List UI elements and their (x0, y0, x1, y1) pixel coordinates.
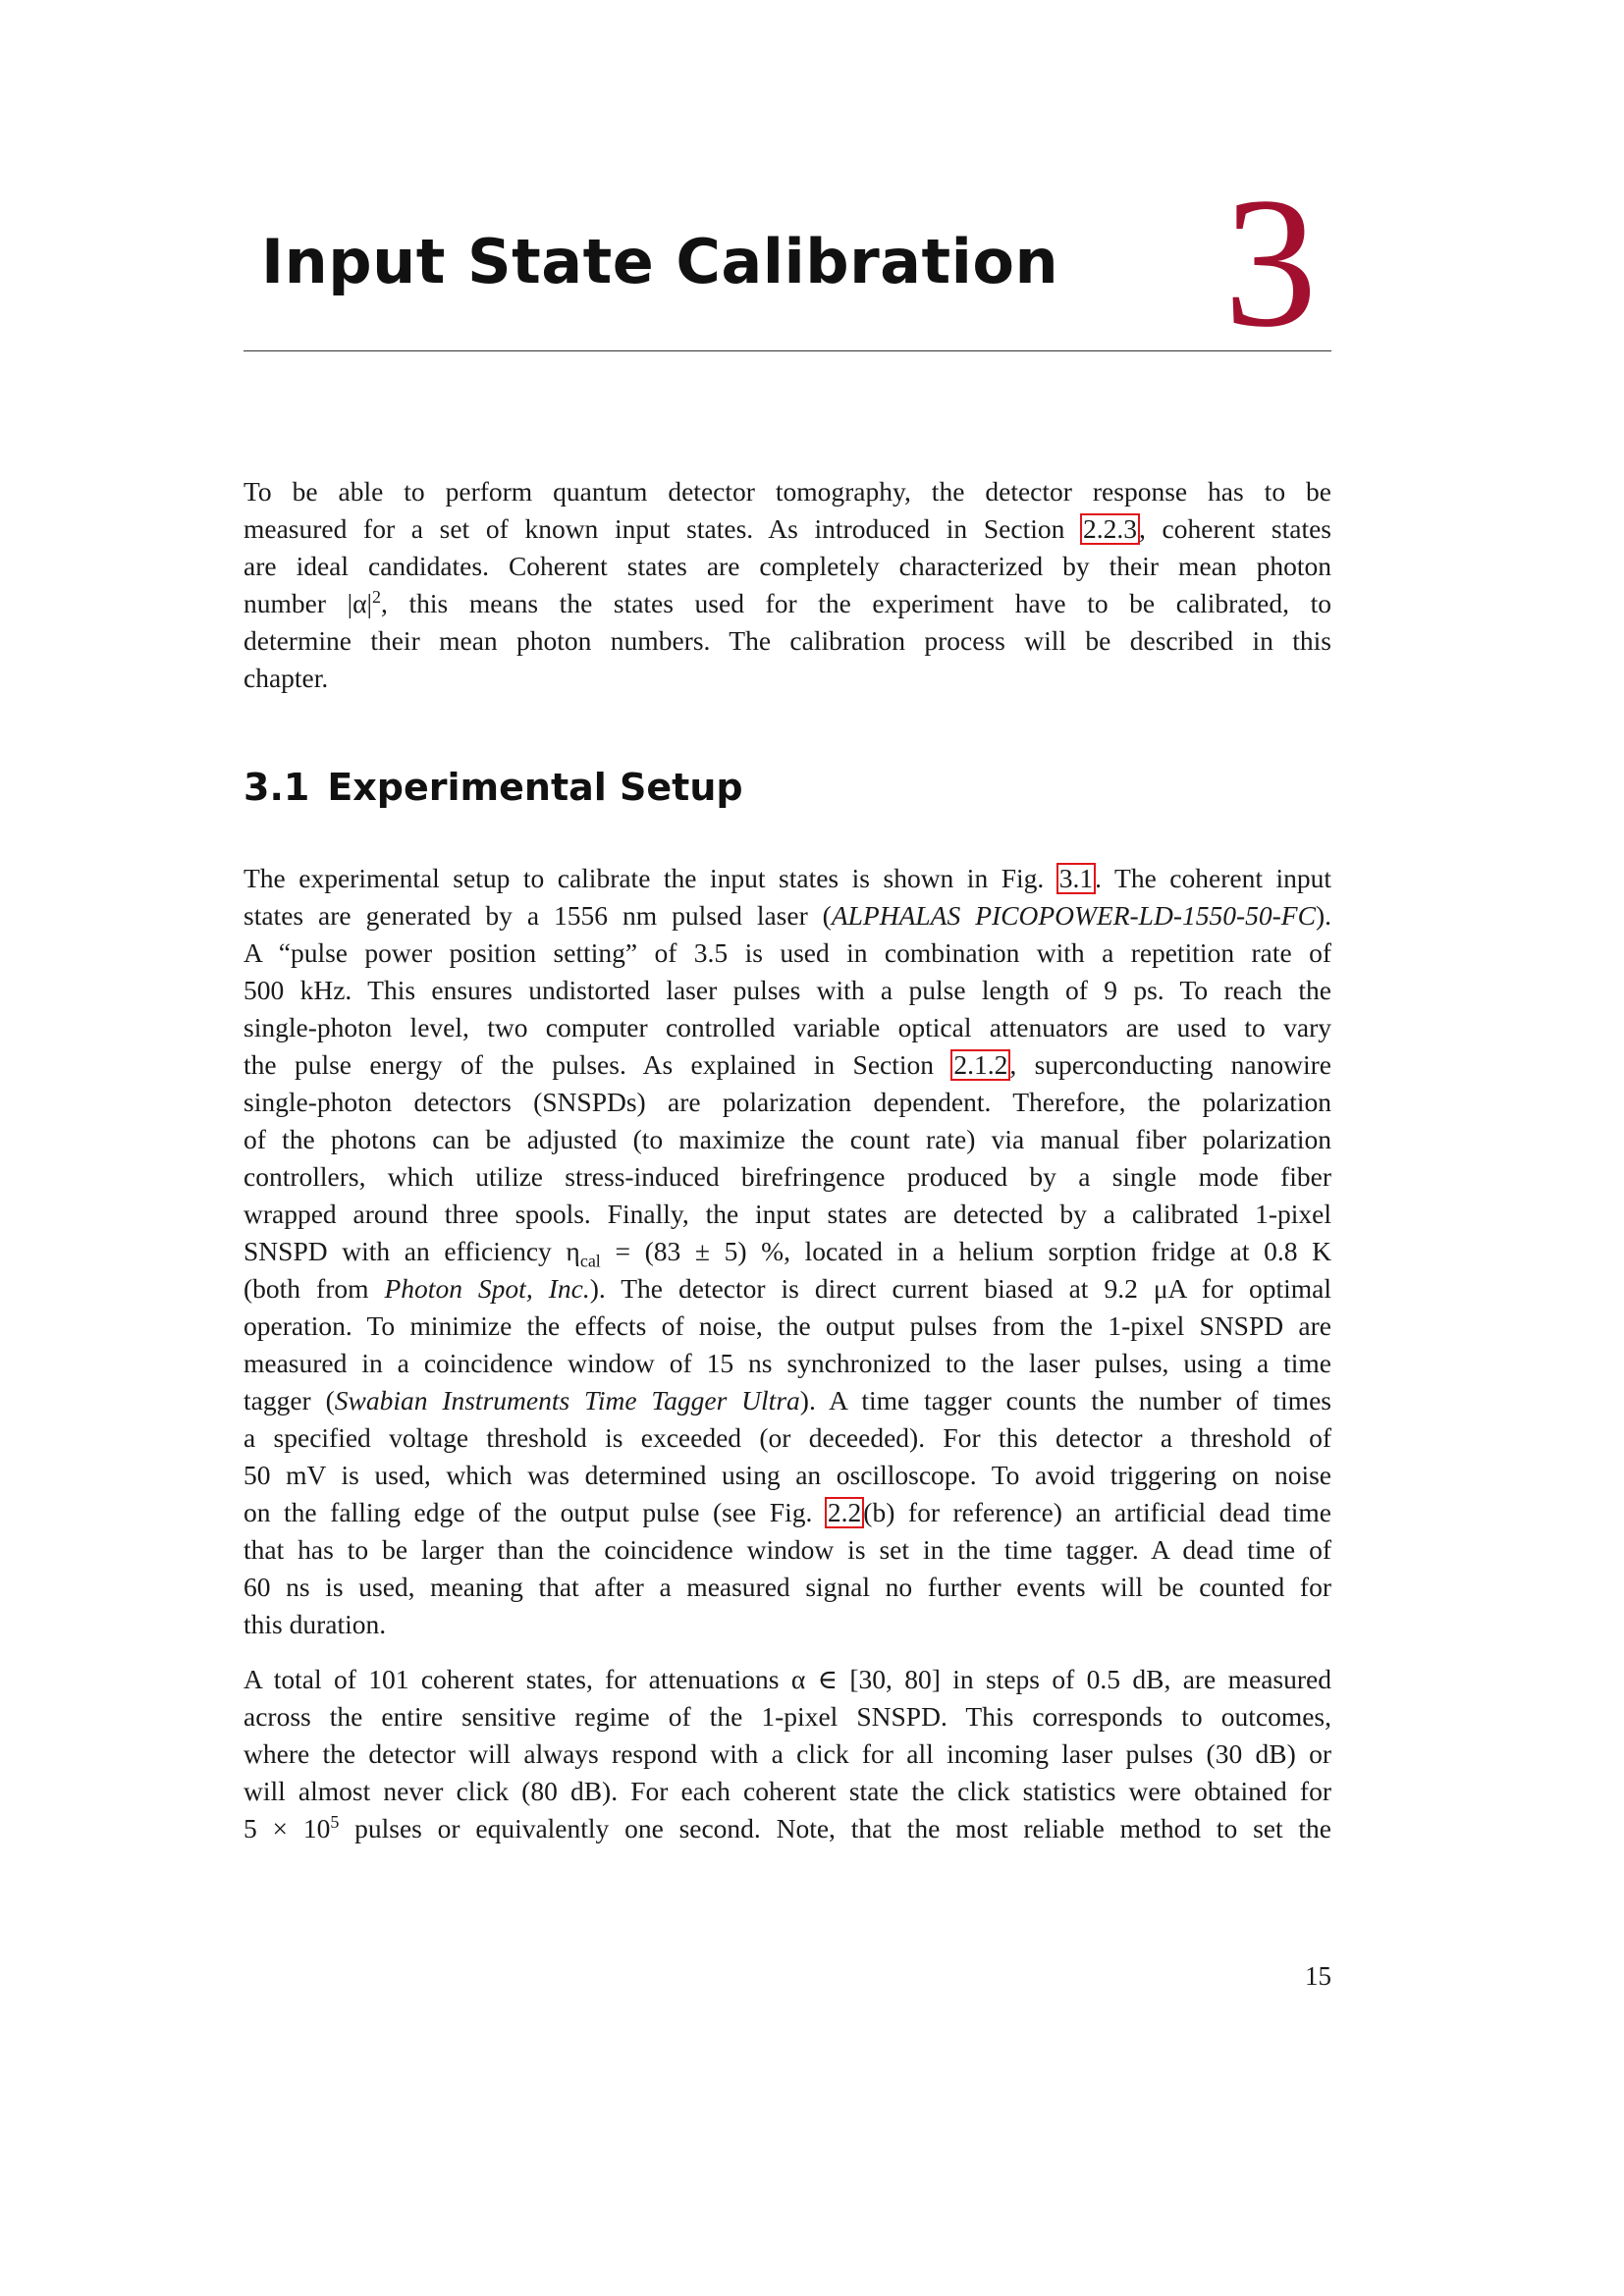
text-line: operation. To minimize the effects of noise, the output pulses from the 1-pixel SNSPD are (244, 1310, 1331, 1341)
text-line: wrapped around three spools. Finally, the input states are detected by a calibrated 1-pixel (244, 1199, 1331, 1229)
text-line: the pulse energy of the pulses. As explained in Section 2.1.2, superconducting nanowire (244, 1049, 1331, 1080)
text-line: states are generated by a 1556 nm pulsed laser (ALPHALAS PICOPOWER-LD-1550-50-FC). (244, 900, 1331, 931)
section-title-text: Experimental Setup (327, 766, 743, 809)
chapter-title: Input State Calibration (261, 226, 1059, 297)
text-line: (both from Photon Spot, Inc.). The detector is direct current biased at 9.2 μA for optimal (244, 1273, 1331, 1304)
text-line: A total of 101 coherent states, for attenuations α ∈ [30, 80] in steps of 0.5 dB, are measured (244, 1664, 1331, 1694)
text-line: single-photon level, two computer controlled variable optical attenuators are used to vary (244, 1012, 1331, 1042)
figure-ref-link[interactable]: 3.1 (1058, 863, 1094, 893)
text-line: A “pulse power position setting” of 3.5 is used in combination with a repetition rate of (244, 937, 1331, 968)
setup-paragraph-2 (244, 1661, 1331, 1847)
text-line: are ideal candidates. Coherent states are completely characterized by their mean photon (244, 551, 1331, 581)
text-line: The experimental setup to calibrate the input states is shown in Fig. 3.1. The coherent input (244, 863, 1331, 893)
chapter-number: 3 (1223, 160, 1318, 366)
section-ref-link[interactable]: 2.2.3 (1083, 513, 1138, 544)
chapter-divider (244, 350, 1331, 351)
page-number: 15 (1305, 1961, 1331, 1991)
text-line: tagger (Swabian Instruments Time Tagger Ultra). A time tagger counts the number of times (244, 1385, 1331, 1415)
setup-paragraph-1 (244, 860, 1331, 1643)
text-line: single-photon detectors (SNSPDs) are polarization dependent. Therefore, the polarization (244, 1087, 1331, 1117)
section-ref-link[interactable]: 2.1.2 (953, 1049, 1008, 1080)
text-line: chapter. (244, 663, 329, 693)
text-line: measured for a set of known input states. As introduced in Section 2.2.3, coherent states (244, 513, 1331, 544)
figure-ref-link[interactable]: 2.2 (827, 1497, 862, 1527)
text-line: SNSPD with an efficiency $\eta_{cal} = (83 \pm 5)$ %, located in a helium sorption fridge at 0.8 K (244, 1236, 1331, 1271)
text-line: controllers, which utilize stress-induced birefringence produced by a single mode fiber (244, 1161, 1331, 1192)
text-line: 60 ns is used, meaning that after a measured signal no further events will be counted for (244, 1572, 1331, 1602)
section-heading (244, 766, 743, 809)
text-line: To be able to perform quantum detector tomography, the detector response has to be (244, 476, 1331, 507)
text-line: where the detector will always respond with a click for all incoming laser pulses (30 dB) or (244, 1738, 1331, 1769)
text-line: on the falling edge of the output pulse (see Fig. 2.2(b) for reference) an artificial dead time (244, 1497, 1331, 1527)
text-line: across the entire sensitive regime of the 1-pixel SNSPD. This corresponds to outcomes, (244, 1701, 1331, 1732)
section-number: 3.1 (244, 766, 310, 809)
text-line: will almost never click (80 dB). For each coherent state the click statistics were obtained for (244, 1776, 1331, 1806)
text-line: $5 \times 10^5$ pulses or equivalently one second. Note, that the most reliable method to set the (244, 1811, 1331, 1843)
text-line: 50 mV is used, which was determined using an oscilloscope. To avoid triggering on noise (244, 1460, 1331, 1490)
text-line: a specified voltage threshold is exceeded (or deceeded). For this detector a threshold of (244, 1422, 1331, 1453)
intro-paragraph (244, 473, 1331, 697)
text-line: determine their mean photon numbers. The calibration process will be described in this (244, 625, 1331, 656)
text-line: this duration. (244, 1609, 387, 1639)
text-line: that has to be larger than the coincidence window is set in the time tagger. A dead time of (244, 1534, 1331, 1565)
text-line: of the photons can be adjusted (to maximize the count rate) via manual fiber polarization (244, 1124, 1331, 1154)
text-line: number $|\alpha|^2$, this means the states used for the experiment have to be calibrated, to (244, 586, 1331, 618)
text-line: measured in a coincidence window of 15 ns synchronized to the laser pulses, using a time (244, 1348, 1331, 1378)
text-line: 500 kHz. This ensures undistorted laser pulses with a pulse length of 9 ps. To reach the (244, 975, 1331, 1005)
